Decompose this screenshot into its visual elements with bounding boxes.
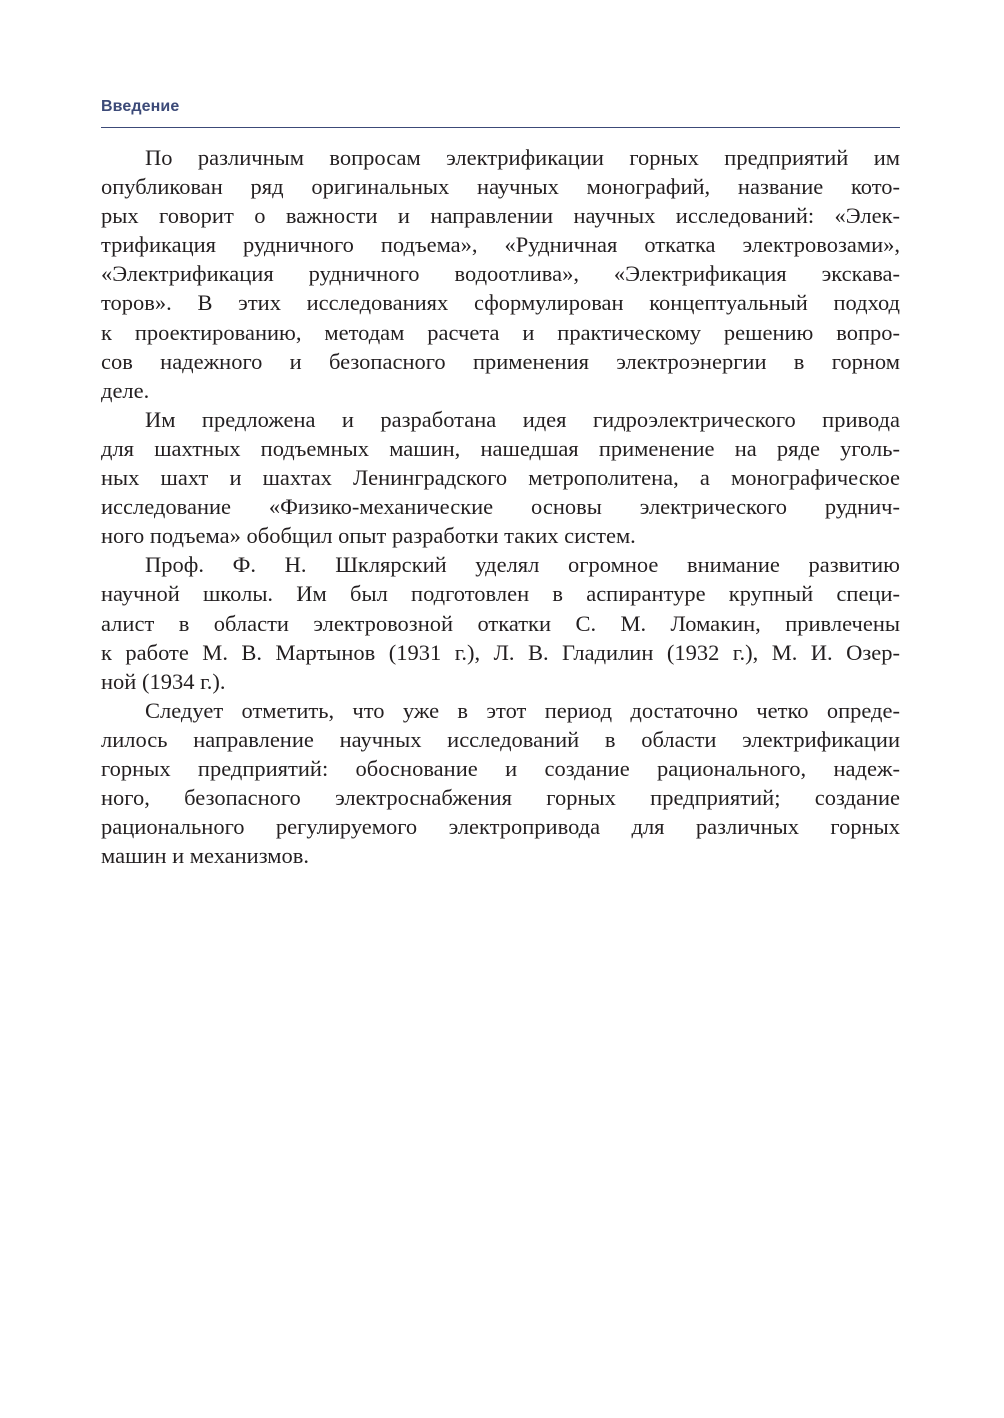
text-line: «Электрификация рудничного водоотлива», «Электрификация экскава- (101, 261, 900, 287)
paragraph (101, 696, 900, 871)
text-line: рационального регулируемого электропривода для различных горных (101, 814, 900, 840)
text-line: торов». В этих исследованиях сформулирован концептуальный подход (101, 290, 900, 316)
text-line: Проф. Ф. Н. Шклярский уделял огромное внимание развитию (145, 552, 900, 578)
text-line: к проектированию, методам расчета и практическому решению вопро- (101, 319, 900, 345)
text-line: научной школы. Им был подготовлен в аспирантуре крупный специ- (101, 581, 900, 607)
text-line: ных шахт и шахтах Ленинградского метрополитена, а монографическое (101, 465, 900, 491)
text-line: лилось направление научных исследований в области электрификации (101, 726, 900, 752)
running-head: Введение (101, 98, 180, 115)
text-line: для шахтных подъемных машин, нашедшая применение на ряде уголь- (101, 435, 900, 461)
paragraph (101, 143, 900, 405)
text-line: Им предложена и разработана идея гидроэлектрического привода (145, 406, 900, 432)
text-line: ной (1934 г.). (101, 668, 226, 694)
text-line: деле. (101, 377, 150, 403)
text-line: исследование «Физико-механические основы электрического руднич- (101, 494, 900, 520)
body-text (101, 143, 900, 870)
text-line: По различным вопросам электрификации горных предприятий им (145, 145, 900, 170)
header-rule (101, 127, 900, 128)
text-line: рых говорит о важности и направлении научных исследований: «Элек- (101, 203, 900, 229)
text-line: алист в области электровозной откатки С. М. Ломакин, привлечены (101, 610, 900, 636)
text-line: ного подъема» обобщил опыт разработки таких систем. (101, 523, 636, 549)
text-line: сов надежного и безопасного применения электроэнергии в горном (101, 348, 900, 374)
text-line: к работе М. В. Мартынов (1931 г.), Л. В. Гладилин (1932 г.), М. И. Озер- (101, 639, 900, 665)
paragraph (101, 550, 900, 695)
text-line: Следует отметить, что уже в этот период достаточно четко опреде- (145, 697, 900, 723)
text-line: горных предприятий: обоснование и создание рационального, надеж- (101, 755, 900, 781)
text-line: ного, безопасного электроснабжения горных предприятий; создание (101, 785, 900, 811)
text-line: опубликован ряд оригинальных научных монографий, название кото- (101, 174, 900, 200)
text-line: машин и механизмов. (101, 843, 310, 869)
paragraph (101, 405, 900, 550)
text-line: трификация рудничного подъема», «Рудничная откатка электровозами», (101, 232, 900, 258)
